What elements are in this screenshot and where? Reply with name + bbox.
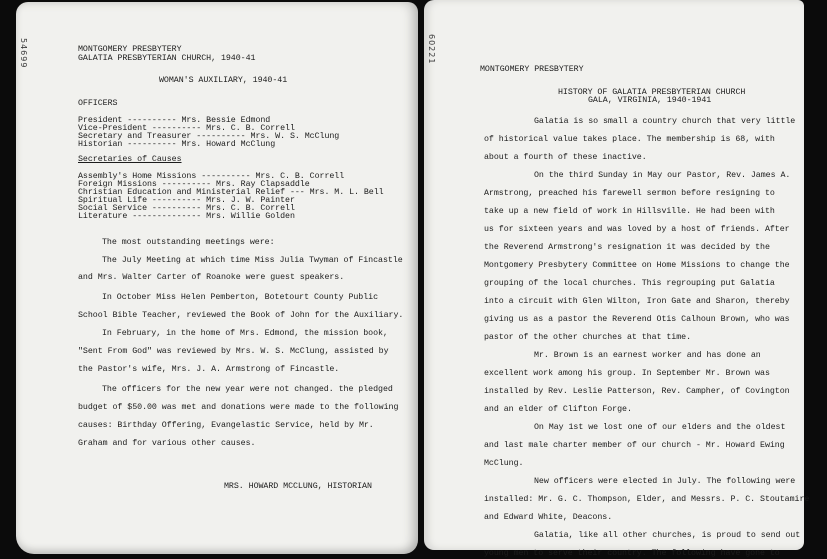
secretary-line: Literature -------------- Mrs. Willie Golden [78,212,295,221]
officer-line: Vice-President ---------- Mrs. C. B. Correll [78,124,295,133]
secretaries-heading: Secretaries of Causes [78,155,182,164]
body-line: the Pastor's wife, Mrs. J. A. Armstrong of Fincastle. [78,365,340,374]
body-line: The officers for the new year were not changed. the pledged [102,385,393,394]
secretary-line: Social Service ---------- Mrs. C. B. Correll [78,204,295,213]
secretary-line: Foreign Missions ---------- Mrs. Ray Clapsaddle [78,180,310,189]
secretary-line: Spiritual Life ---------- Mrs. J. W. Painter [78,196,295,205]
body-line: Mr. Brown is an earnest worker and has done an [534,351,761,360]
archive-stamp: 60221 [427,34,436,65]
body-line: The most outstanding meetings were: [102,238,275,247]
body-line: take up a new field of work in Hillsville. He had been with [484,207,775,216]
body-line: into a circuit with Glen Wilton, Iron Gate and Sharon, thereby [484,297,790,306]
body-line: On the third Sunday in May our Pastor, Rev. James A. [534,171,791,180]
body-line: us for sixteen years and was loved by a host of friends. After [484,225,790,234]
body-line: installed by Rev. Leslie Patterson, Rev. Campher, of Covington [484,387,790,396]
body-line: and an elder of Clifton Forge. [484,405,632,414]
officer-line: Secretary and Treasurer ---------- Mrs. W. S. McClung [78,132,340,141]
officer-line: Historian ---------- Mrs. Howard McClung [78,140,276,149]
body-line: young men to serve their country. The following have gone to [484,549,780,558]
body-line: grouping of the local churches. This regrouping put Galatia [484,279,775,288]
body-line: School Bible Teacher, reviewed the Book of John for the Auxiliary. [78,311,404,320]
body-line: budget of $50.00 was met and donations were made to the following [78,403,399,412]
presbytery-header: MONTGOMERY PRESBYTERY [480,65,584,74]
body-line: McClung. [484,459,524,468]
secretary-line: Christian Education and Ministerial Relief --- Mrs. M. L. Bell [78,188,384,197]
left-page [16,2,418,554]
officers-heading: OFFICERS [78,99,118,108]
body-line: Galatia is so small a country church that very little [534,117,796,126]
church-header: GALATIA PRESBYTERIAN CHURCH, 1940-41 [78,54,256,63]
body-line: installed: Mr. G. C. Thompson, Elder, and Messrs. P. C. Stoutamire [484,495,810,504]
body-line: Montgomery Presbytery Committee on Home Missions to change the [484,261,790,270]
body-line: Graham and for various other causes. [78,439,256,448]
body-line: Galatia, like all other churches, is proud to send out [534,531,801,540]
body-line: giving us as a pastor the Reverend Otis Calhoun Brown, who was [484,315,790,324]
archive-stamp: 54699 [19,38,28,69]
body-line: In February, in the home of Mrs. Edmond, the mission book, [102,329,388,338]
body-line: "Sent From God" was reviewed by Mrs. W. S. McClung, assisted by [78,347,389,356]
body-line: about a fourth of these inactive. [484,153,647,162]
body-line: In October Miss Helen Pemberton, Botetourt County Public [102,293,379,302]
body-line: the Reverend Armstrong's resignation it was decided by the [484,243,770,252]
body-line: and last male charter member of our church - Mr. Howard Ewing [484,441,785,450]
secretary-line: Assembly's Home Missions ---------- Mrs. C. B. Correll [78,172,345,181]
history-subtitle: GALA, VIRGINIA, 1940-1941 [588,96,712,105]
body-line: Armstrong, preached his farewell sermon before resigning to [484,189,775,198]
body-line: and Edward White, Deacons. [484,513,613,522]
body-line: and Mrs. Walter Carter of Roanoke were guest speakers. [78,273,345,282]
body-line: pastor of the other churches at that time. [484,333,692,342]
right-page [424,0,810,558]
presbytery-header: MONTGOMERY PRESBYTERY [78,45,182,54]
officer-line: President ---------- Mrs. Bessie Edmond [78,116,271,125]
body-line: excellent work among his group. In September Mr. Brown was [484,369,770,378]
historian-signature: MRS. HOWARD MCCLUNG, HISTORIAN [224,482,372,491]
body-line: of historical value takes place. The membership is 68, with [484,135,775,144]
body-line: causes: Birthday Offering, Evangelastic Service, held by Mr. [78,421,374,430]
body-line: The July Meeting at which time Miss Julia Twyman of Fincastle [102,256,403,265]
page-title: WOMAN'S AUXILIARY, 1940-41 [159,76,288,85]
body-line: New officers were elected in July. The following were [534,477,796,486]
history-title: HISTORY OF GALATIA PRESBYTERIAN CHURCH [558,88,746,97]
body-line: On May 1st we lost one of our elders and the oldest [534,423,786,432]
